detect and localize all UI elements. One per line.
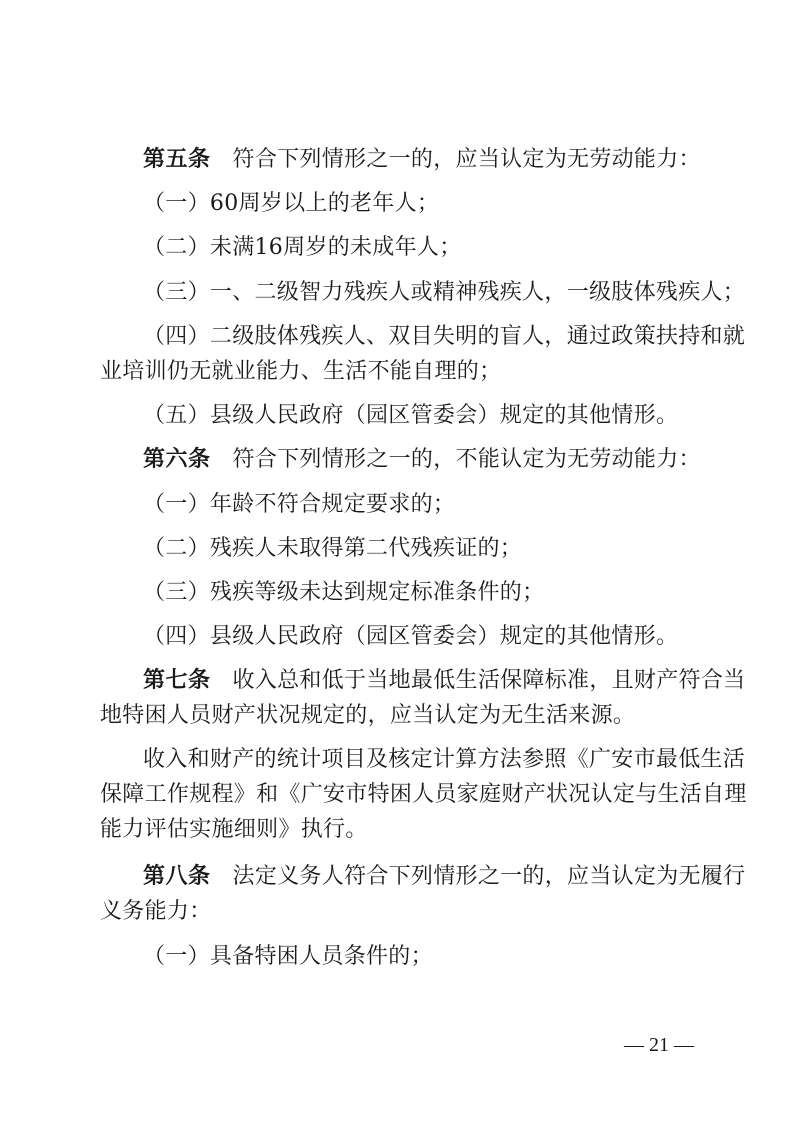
paragraph-line: 义务能力： bbox=[100, 899, 212, 924]
list-item: （一）具备特困人员条件的； bbox=[143, 944, 433, 969]
page-number: — 21 — bbox=[624, 1034, 694, 1056]
paragraph-line: 能力评估实施细则》执行。 bbox=[100, 817, 368, 842]
article-intro: 符合下列情形之一的，不能认定为无劳动能力： bbox=[232, 447, 701, 472]
article-heading: 第六条 bbox=[143, 447, 211, 472]
article-6-line bbox=[0, 445, 793, 475]
article-8-line bbox=[0, 862, 793, 892]
paragraph-line: 地特困人员财产状况规定的，应当认定为无生活来源。 bbox=[100, 703, 636, 728]
list-item: （二）未满16周岁的未成年人； bbox=[143, 235, 462, 260]
article-intro: 收入总和低于当地最低生活保障标准，且财产符合当 bbox=[232, 668, 746, 693]
list-item: （四）二级肢体残疾人、双目失明的盲人，通过政策扶持和就 bbox=[143, 324, 746, 349]
paragraph-line: 收入和财产的统计项目及核定计算方法参照《广安市最低生活 bbox=[143, 747, 746, 772]
article-7-line bbox=[0, 666, 793, 696]
article-intro: 法定义务人符合下列情形之一的，应当认定为无履行 bbox=[232, 864, 746, 889]
list-item-continued: 业培训仍无就业能力、生活不能自理的； bbox=[100, 359, 502, 384]
list-item: （四）县级人民政府（园区管委会）规定的其他情形。 bbox=[143, 624, 679, 649]
list-item: （三）一、二级智力残疾人或精神残疾人，一级肢体残疾人； bbox=[143, 280, 746, 305]
list-item: （一）60周岁以上的老年人； bbox=[143, 191, 440, 216]
article-heading: 第五条 bbox=[143, 147, 211, 172]
article-5-line bbox=[0, 145, 793, 175]
article-heading: 第八条 bbox=[143, 864, 211, 889]
list-item: （五）县级人民政府（园区管委会）规定的其他情形。 bbox=[143, 403, 679, 428]
paragraph-line: 保障工作规程》和《广安市特困人员家庭财产状况认定与生活自理 bbox=[100, 782, 747, 807]
list-item: （一）年龄不符合规定要求的； bbox=[143, 492, 456, 517]
article-intro: 符合下列情形之一的，应当认定为无劳动能力： bbox=[232, 147, 701, 172]
list-item: （二）残疾人未取得第二代残疾证的； bbox=[143, 536, 523, 561]
list-item: （三）残疾等级未达到规定标准条件的； bbox=[143, 580, 545, 605]
article-heading: 第七条 bbox=[143, 668, 211, 693]
